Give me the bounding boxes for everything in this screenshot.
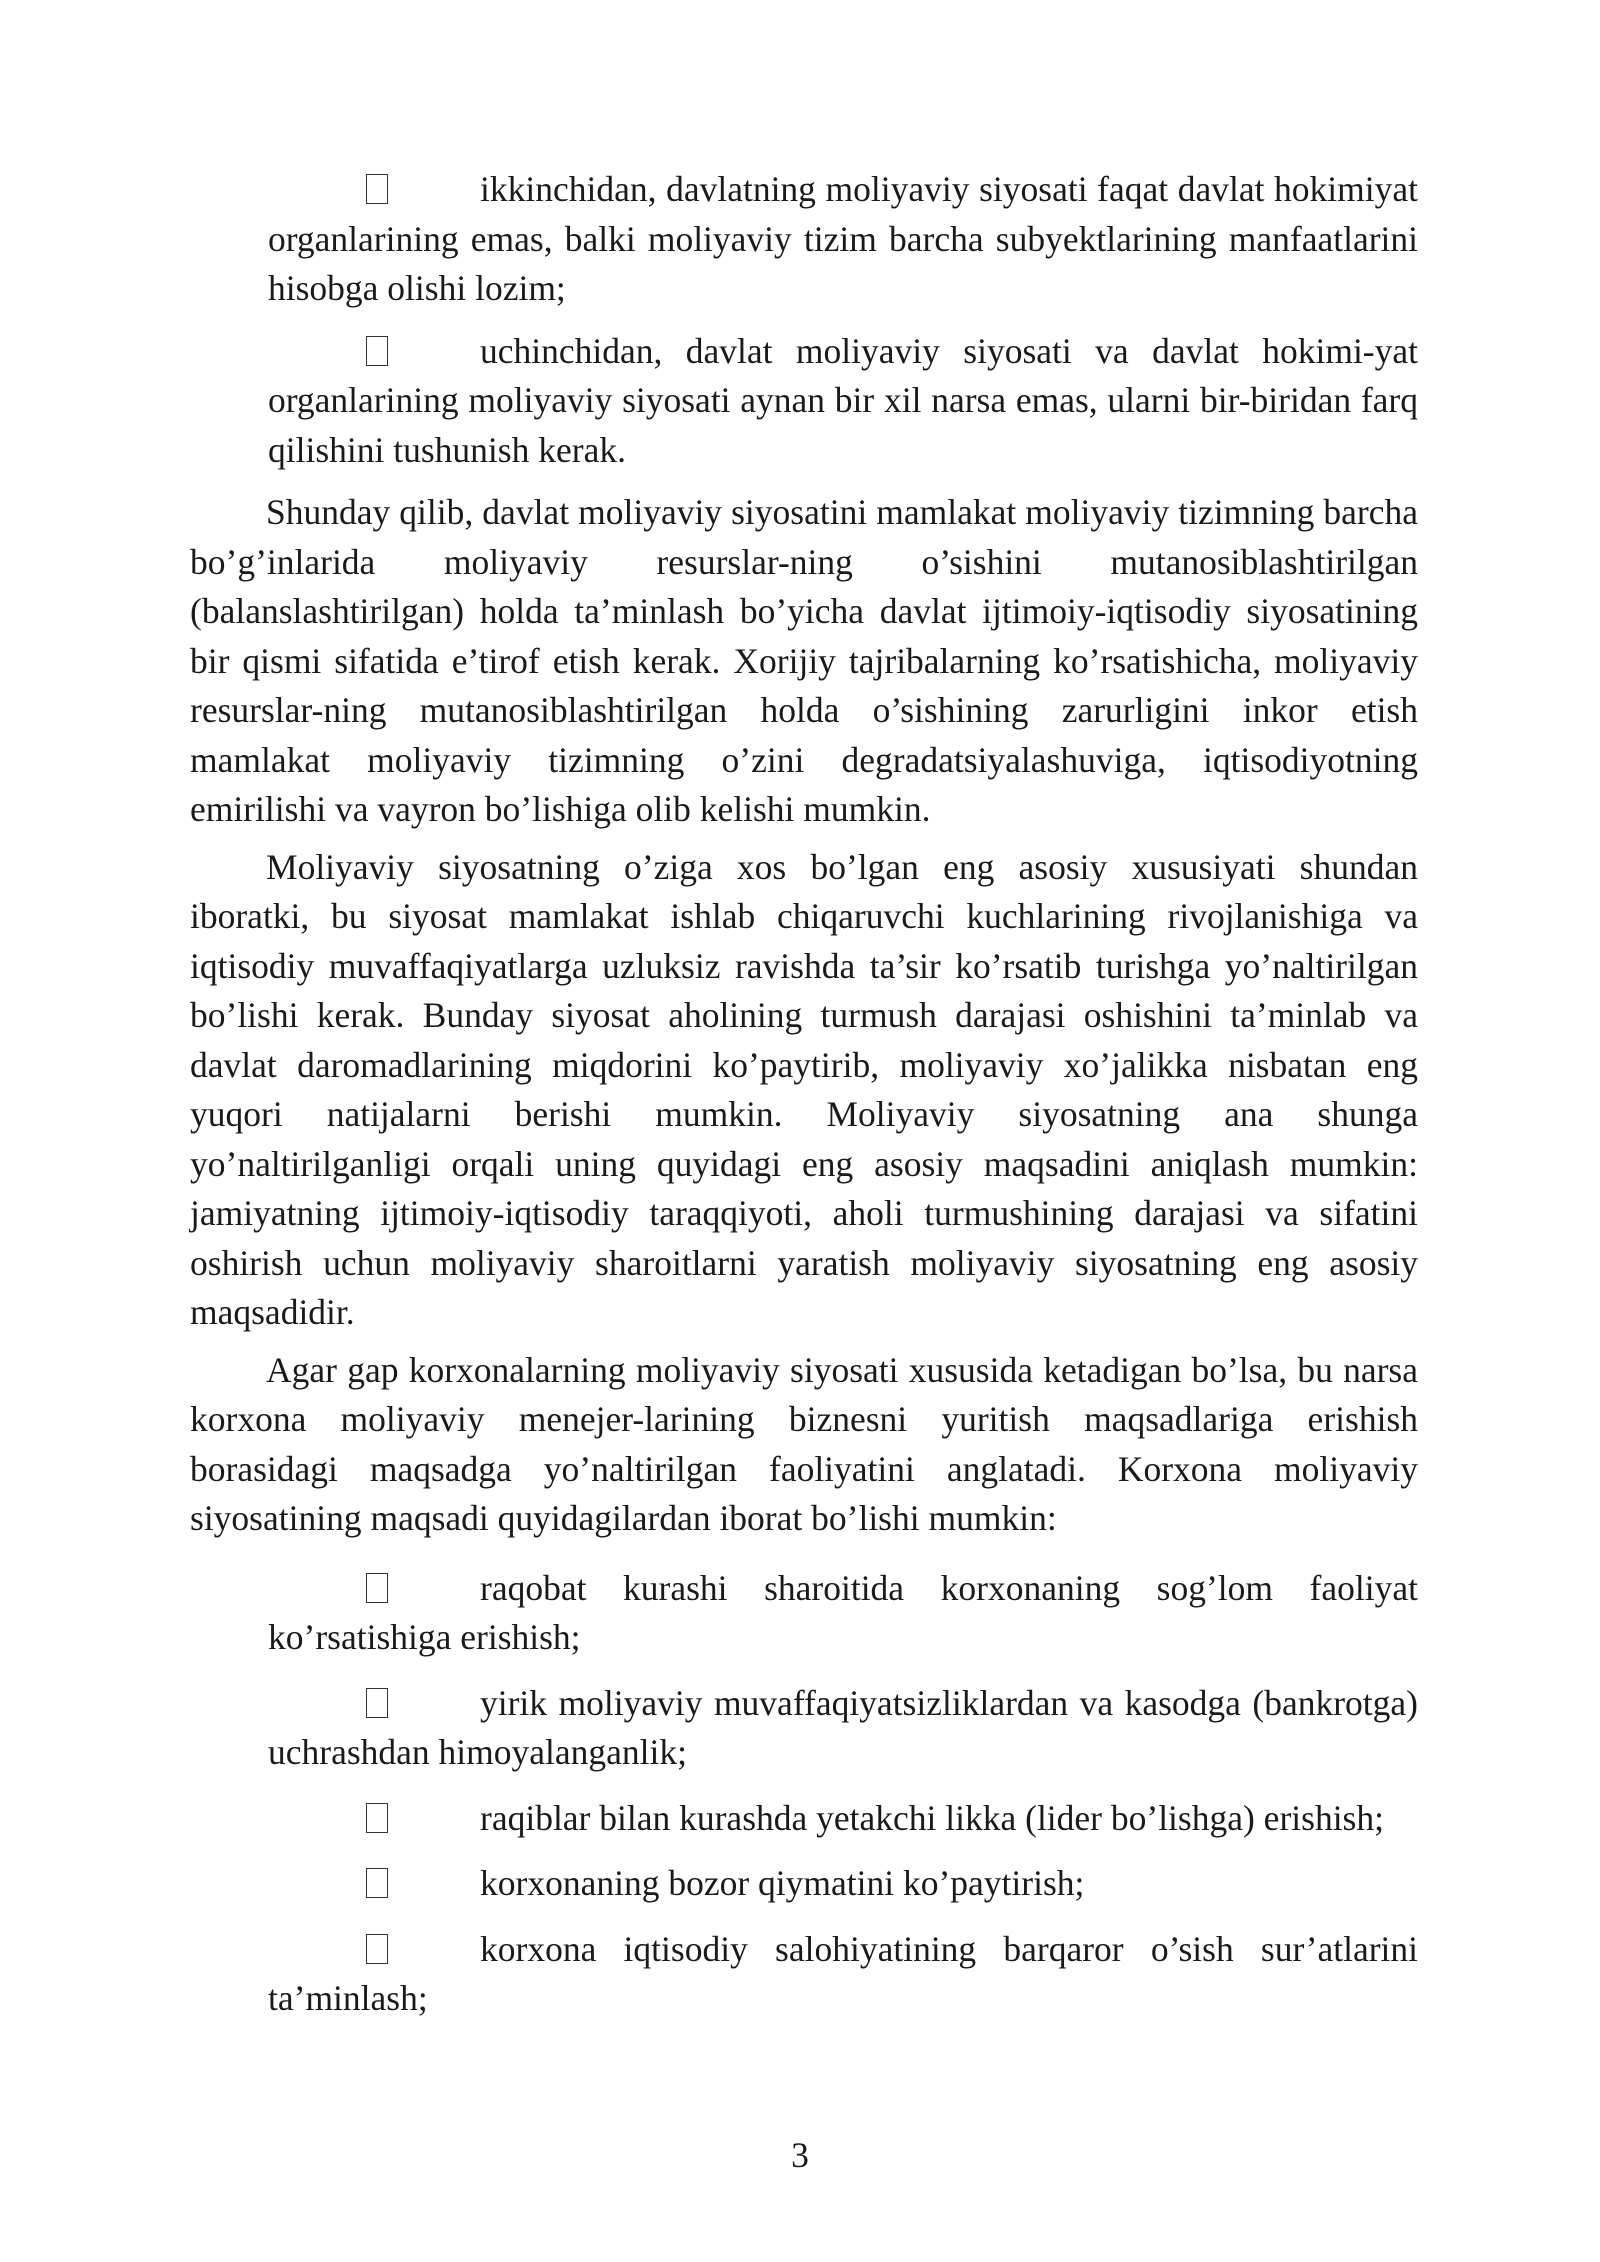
paragraph: Agar gap korxonalarning moliyaviy siyosati xususida ketadigan bo’lsa, bu narsa korxona moliyaviy menejer-larining biznesni yuritish maqsadlariga erishish borasidagi maqsadga yo’naltirilgan faoliyatini anglatadi. Korxona moliyaviy siyosatining maqsadi quyidagilardan iborat bo’lishi mumkin: [190,1349,1418,1538]
page-number: 3 [791,2135,809,2175]
bullet-item [268,1679,1418,1778]
page-content [190,165,1418,2040]
paragraph: Moliyaviy siyosatning o’ziga xos bo’lgan eng asosiy xususiyati shundan iboratki, bu siyosat mamlakat ishlab chiqaruvchi kuchlarining rivojlanishiga va iqtisodiy muvaffaqiyatlarga uzluksiz ravishda ta’sir ko’rsatib turishga yo’naltirilgan bo’lishi kerak. Bunday siyosat aholining turmush darajasi oshishini ta’minlab va davlat daromadlarining miqdorini ko’paytirib, moliyaviy xo’jalikka nisbatan eng yuqori natijalarni berishi mumkin. Moliyaviy siyosatning ana shunga yo’naltirilganligi orqali uning quyidagi eng asosiy maqsadini aniqlash mumkin: jamiyatning ijtimoiy-iqtisodiy taraqqiyoti, aholi turmushining darajasi va sifatini oshirish uchun moliyaviy sharoitlarni yaratish moliyaviy siyosatning eng asosiy maqsadidir. [190,846,1418,1332]
bullet-box-icon [366,336,388,366]
bullet-text: korxona iqtisodiy salohiyatining barqaror o’sish sur’atlarini ta’minlash; [268,1928,1418,2018]
bullet-text: uchinchidan, davlat moliyaviy siyosati va davlat hokimi-yat organlarining moliyaviy siyosati aynan bir xil narsa emas, ularni bir-biridan farq qilishini tushunish kerak. [268,330,1418,470]
bullet-list [190,1564,1418,2024]
bullet-item [268,1794,1418,1844]
bullet-item [268,1859,1418,1909]
bullet-text: yirik moliyaviy muvaffaqiyatsizliklardan va kasodga (bankrotga) uchrashdan himoyalanganlik; [268,1682,1418,1772]
bullet-box-icon [366,1688,388,1718]
bullet-text: raqiblar bilan kurashda yetakchi likka (lider bo’lishga) erishish; [480,1797,1384,1838]
paragraph: Shunday qilib, davlat moliyaviy siyosatini mamlakat moliyaviy tizimning barcha bo’g’inlarida moliyaviy resurslar-ning o’sishini mutanosiblashtirilgan (balanslashtirilgan) holda ta’minlash bo’yicha davlat ijtimoiy-iqtisodiy siyosatining bir qismi sifatida e’tirof etish kerak. Xorijiy tajribalarning ko’rsatishicha, moliyaviy resurslar-ning mutanosiblashtirilgan holda o’sishining zarurligini inkor etish mamlakat moliyaviy tizimning o’zini degradatsiyalashuviga, iqtisodiyotning emirilishi va vayron bo’lishiga olib kelishi mumkin. [190,492,1418,829]
bullet-box-icon [366,1868,388,1898]
bullet-item [268,1925,1418,2024]
bullet-text: ikkinchidan, davlatning moliyaviy siyosati faqat davlat hokimiyat organlarining emas, balki moliyaviy tizim barcha subyektlarining manfaatlarini hisobga olishi lozim; [268,169,1418,308]
bullet-box-icon [366,1934,388,1964]
bullet-box-icon [366,1573,388,1603]
bullet-text: korxonaning bozor qiymatini ko’paytirish; [480,1863,1085,1903]
bullet-text: raqobat kurashi sharoitida korxonaning sog’lom faoliyat ko’rsatishiga erishish; [268,1567,1418,1657]
bullet-item [268,165,1418,314]
bullet-item [268,327,1418,476]
bullet-box-icon [366,1803,388,1833]
bullet-box-icon [366,174,388,204]
bullet-item [268,1564,1418,1663]
